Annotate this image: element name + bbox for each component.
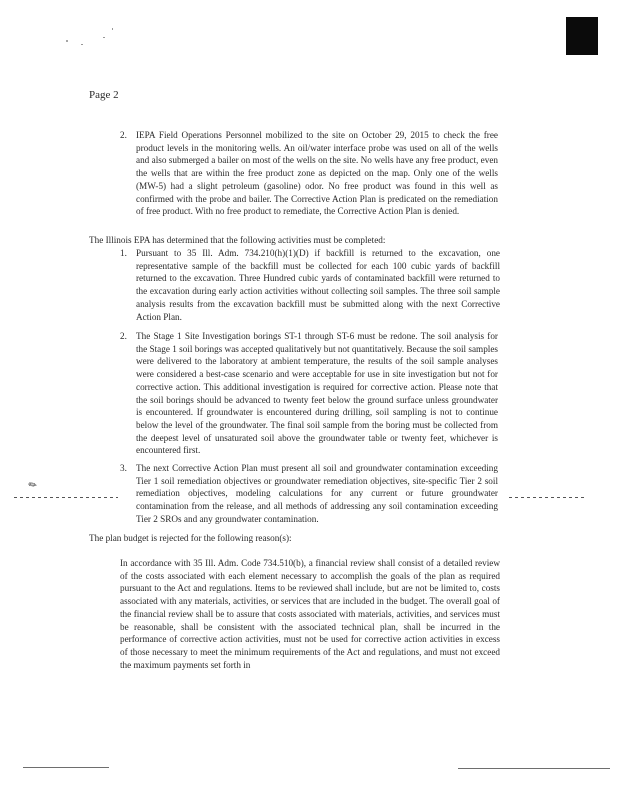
scan-registration-mark [566,17,598,55]
scan-artifact-line [14,497,118,498]
activity-number: 3. [120,463,127,473]
scan-speck [66,40,68,42]
pen-mark-icon: ✎ [26,478,40,493]
denial-item-number: 2. [120,130,127,140]
activity-number: 2. [120,331,127,341]
activity-text: Pursuant to 35 Ill. Adm. 734.210(h)(1)(D) if backfill is returned to the excavation, one representative sample of the backfill must be collected for each 100 cubic yards of backfill returned to the excavation. Three Hundred cubic yards of contaminated backfill were returned to the excavation during early action activities without collecting soil samples. The three soil sample analysis results from the excavation backfill must be submitted along with the next Corrective Action Plan. [136,248,500,322]
scan-artifact-line [509,497,584,498]
scan-speck [112,28,113,30]
activity-text: The Stage 1 Site Investigation borings ST-1 through ST-6 must be redone. The soil analysis for the Stage 1 soil borings was accepted qualitatively but not quantitatively. Because the soil samples were delivered to the laboratory at ambient temperature, the results of the soil sample analyses were considered a best-case scenario and were acceptable for use in site investigation but not for corrective action. This additional investigation is required for corrective action. Please note that the soil borings should be advanced to twenty feet below the ground surface unless groundwater is encountered. If groundwater is encountered during drilling, soil sampling is not to continue below the level of the groundwater. The final soil sample from the boring must be collected from the deepest level of unsaturated soil above the groundwater table or twenty feet, whichever is encountered first. [136,331,498,456]
scan-speck [103,37,105,38]
budget-header: The plan budget is rejected for the following reason(s): [89,533,292,543]
activity-text: The next Corrective Action Plan must present all soil and groundwater contamination exceeding Tier 1 soil remediation objectives or groundwater remediation objectives, site-specific Tier 2 soil remediation objectives, modeling calculations for any current or future groundwater contamination from the release, and all methods of addressing any soil contamination exceeding Tier 2 SROs and any groundwater contamination. [136,463,498,524]
budget-paragraph: In accordance with 35 Ill. Adm. Code 734.510(b), a financial review shall consist of a detailed review of the costs associated with each element necessary to accomplish the goals of the plan as required pursuant to the Act and regulations. Items to be reviewed shall include, but are not be limited to, costs associated with any materials, activities, or services that are included in the budget. The overall goal of the financial review shall be to assure that costs associated with materials, activities, and services must be reasonable, shall be consistent with the associated technical plan, shall be incurred in the performance of corrective action activities, must not be used for corrective action activities in excess of those necessary to meet the minimum requirements of the Act and regulations, and must not exceed the maximum payments set forth in [120,558,500,670]
scan-artifact-line [23,767,109,768]
scan-speck [81,44,83,45]
page-number: Page 2 [89,89,119,101]
activity-number: 1. [120,248,127,258]
scan-artifact-line [458,768,610,769]
denial-item-text: IEPA Field Operations Personnel mobilized to the site on October 29, 2015 to check the free product levels in the monitoring wells. An oil/water interface probe was used on all of the wells and also submerged a bailer on most of the wells on the site. No wells have any free product, even the wells that are within the free product zone as depicted on the map. Only one of the wells (MW-5) had a slight petroleum (gasoline) odor. No free product was found in this well as confirmed with the probe and bailer. The Corrective Action Plan is predicated on the remediation of free product. With no free product to remediate, the Corrective Action Plan is denied. [136,130,498,217]
activities-header: The Illinois EPA has determined that the following activities must be completed: [89,235,386,245]
